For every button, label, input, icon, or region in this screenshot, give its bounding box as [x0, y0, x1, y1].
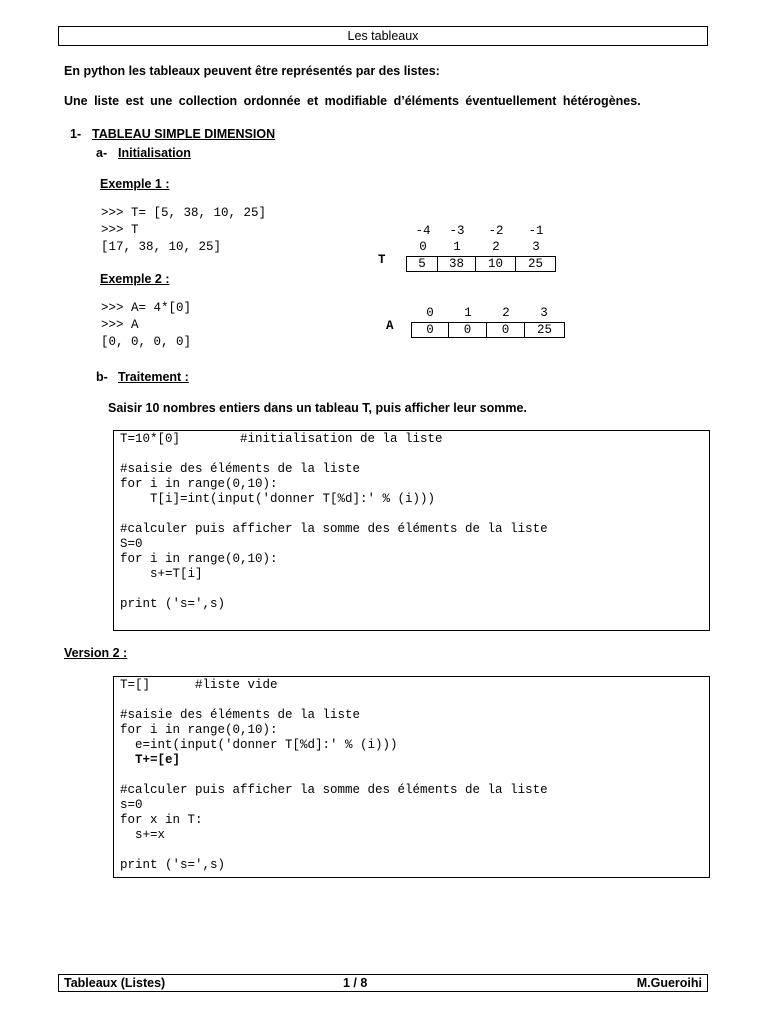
code-line: for i in range(0,10): — [120, 477, 278, 491]
code-line: S=0 — [120, 537, 143, 551]
code-line: print ('s=',s) — [120, 597, 226, 611]
code-line: T[i]=int(input('donner T[%d]:' % (i))) — [120, 492, 436, 506]
code-line: s=0 — [120, 798, 143, 812]
neg-index: -3 — [449, 224, 465, 238]
example-1-line: [17, 38, 10, 25] — [101, 240, 222, 254]
neg-index: -1 — [528, 224, 544, 238]
footer-author: M.Gueroihi — [636, 976, 702, 990]
section-number: 1- — [70, 127, 82, 141]
code-line: #calculer puis afficher la somme des éléments de la liste — [120, 522, 548, 536]
array-t-name: T — [378, 253, 386, 267]
array-a-name: A — [386, 319, 394, 333]
page-title: Les tableaux — [58, 26, 708, 46]
task-statement: Saisir 10 nombres entiers dans un tableau T, puis afficher leur somme. — [108, 401, 527, 415]
subsection-b-letter: b- — [96, 370, 108, 384]
footer-left: Tableaux (Listes) — [64, 976, 166, 990]
example-2-line: >>> A= 4*[0] — [101, 301, 192, 315]
version-2-label: Version 2 : — [64, 646, 128, 660]
page-number: 1 / 8 — [343, 976, 368, 990]
array-cell: 38 — [438, 256, 476, 272]
code-line: s+=T[i] — [120, 567, 203, 581]
subsection-a-letter: a- — [96, 146, 108, 160]
pos-index: 3 — [540, 306, 548, 320]
array-cell: 5 — [406, 256, 438, 272]
neg-index: -4 — [415, 224, 431, 238]
code-line: #saisie des éléments de la liste — [120, 708, 361, 722]
pos-index: 1 — [464, 306, 472, 320]
subsection-b-title: Traitement : — [118, 370, 189, 384]
page-footer — [58, 974, 708, 992]
code-line: T=[] #liste vide — [120, 678, 278, 692]
pos-index: 2 — [492, 240, 500, 254]
intro-line-2: Une liste est une collection ordonnée et modifiable d’éléments éventuellement hétérogènes. — [64, 94, 641, 108]
example-2-line: [0, 0, 0, 0] — [101, 335, 192, 349]
pos-index: 1 — [453, 240, 461, 254]
code-line: #calculer puis afficher la somme des éléments de la liste — [120, 783, 548, 797]
example-2-line: >>> A — [101, 318, 139, 332]
code-line: T=10*[0] #initialisation de la liste — [120, 432, 443, 446]
array-cell: 0 — [411, 322, 449, 338]
array-cell: 0 — [487, 322, 525, 338]
example-2-label: Exemple 2 : — [100, 272, 170, 286]
example-1-line: >>> T= [5, 38, 10, 25] — [101, 206, 267, 220]
pos-index: 0 — [419, 240, 427, 254]
code-line: e=int(input('donner T[%d]:' % (i))) — [120, 738, 398, 752]
array-cell: 10 — [476, 256, 516, 272]
code-line: for i in range(0,10): — [120, 723, 278, 737]
neg-index: -2 — [488, 224, 504, 238]
subsection-a-title: Initialisation — [118, 146, 191, 160]
array-a — [411, 322, 565, 338]
example-1-line: >>> T — [101, 223, 139, 237]
code-line: T+=[e] — [120, 753, 181, 767]
array-cell: 0 — [449, 322, 487, 338]
pos-index: 2 — [502, 306, 510, 320]
array-t — [406, 256, 556, 272]
code-line: #saisie des éléments de la liste — [120, 462, 361, 476]
array-cell: 25 — [525, 322, 565, 338]
code-block-1 — [113, 430, 710, 631]
section-title: TABLEAU SIMPLE DIMENSION — [92, 127, 276, 141]
code-line: s+=x — [120, 828, 166, 842]
code-line: for x in T: — [120, 813, 203, 827]
intro-line-1: En python les tableaux peuvent être représentés par des listes: — [64, 64, 440, 78]
code-line: print ('s=',s) — [120, 858, 226, 872]
code-block-2 — [113, 676, 710, 878]
pos-index: 0 — [426, 306, 434, 320]
array-cell: 25 — [516, 256, 556, 272]
code-line: for i in range(0,10): — [120, 552, 278, 566]
pos-index: 3 — [532, 240, 540, 254]
example-1-label: Exemple 1 : — [100, 177, 170, 191]
